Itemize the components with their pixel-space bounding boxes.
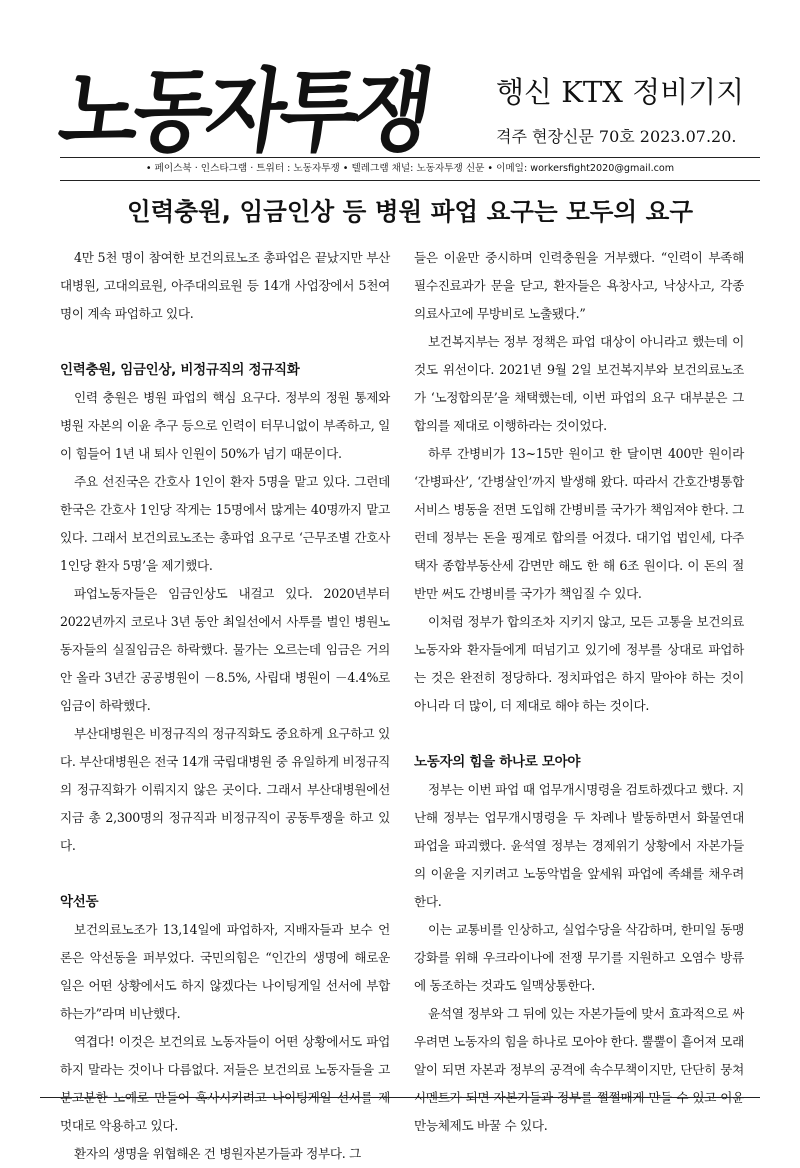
section-heading: 악선동 (60, 894, 99, 910)
contact-bar: • 페이스북 · 인스타그램 · 트위터 : 노동자투쟁 • 텔레그램 채널: 노동자투쟁 신문 • 이메일: workersfight2020@gmail.com (60, 157, 760, 181)
body-paragraph: 보건복지부는 정부 정책은 파업 대상이 아니라고 했는데 이것도 위선이다. 2021년 9월 2일 보건복지부와 보건의료노조가 ‘노정합의문’을 채택했는데, 이번 파업의 요구 대부분은 그 합의를 제대로 이행하라는 것이었다. (414, 334, 744, 433)
body-paragraph: 보건의료노조가 13,14일에 파업하자, 지배자들과 보수 언론은 악선동을 퍼부었다. 국민의힘은 “인간의 생명에 해로운 일은 어떤 상황에서도 하지 않겠다는 나이팅게일 선서에 부합하는가”라며 비난했다. (60, 922, 390, 1021)
newspaper-logo: 노동자투쟁 (53, 60, 434, 165)
section-heading: 인력충원, 임금인상, 비정규직의 정규직화 (60, 362, 300, 378)
body-paragraph: 이처럼 정부가 합의조차 지키지 않고, 모든 고통을 보건의료노동자와 환자들에게 떠넘기고 있기에 정부를 상대로 파업하는 것은 완전히 정당하다. 정치파업은 하지 말아야 하는 것이 아니라 더 많이, 더 제대로 해야 하는 것이다. (414, 614, 744, 713)
right-column (414, 244, 744, 1133)
bottom-divider (40, 1097, 760, 1098)
body-paragraph: 인력 충원은 병원 파업의 핵심 요구다. 정부의 정원 통제와 병원 자본의 이윤 추구 등으로 인력이 터무니없이 부족하고, 일이 힘들어 1년 내 퇴사 인원이 50%가 넘기 때문이다. (60, 390, 390, 461)
section-heading: 노동자의 힘을 하나로 모아야 (414, 754, 581, 770)
body-paragraph: 정부는 이번 파업 때 업무개시명령을 검토하겠다고 했다. 지난해 정부는 업무개시명령을 두 차례나 발동하면서 화물연대 파업을 파괴했다. 윤석열 정부는 경제위기 상황에서 자본가들의 이윤을 지키려고 노동악법을 앞세워 파업에 족쇄를 채우려 한다. (414, 782, 744, 909)
left-column (60, 244, 390, 1161)
body-paragraph: 주요 선진국은 간호사 1인이 환자 5명을 맡고 있다. 그런데 한국은 간호사 1인당 작게는 15명에서 많게는 40명까지 맡고 있다. 그래서 보건의료노조는 총파업 요구로 ‘근무조별 간호사 1인당 환자 5명’을 제기했다. (60, 474, 390, 573)
body-paragraph: 부산대병원은 비정규직의 정규직화도 중요하게 요구하고 있다. 부산대병원은 전국 14개 국립대병원 중 유일하게 비정규직의 정규직화가 이뤄지지 않은 곳이다. 그래서 부산대병원에선 지금 총 2,300명의 정규직과 비정규직이 공동투쟁을 하고 있다. (60, 726, 390, 853)
body-paragraph: 이는 교통비를 인상하고, 실업수당을 삭감하며, 한미일 동맹 강화를 위해 우크라이나에 전쟁 무기를 지원하고 오염수 방류에 동조하는 것과도 일맥상통한다. (414, 922, 744, 993)
body-paragraph: 하루 간병비가 13~15만 원이고 한 달이면 400만 원이라 ‘간병파산’, ‘간병살인’까지 발생해 왔다. 따라서 간호간병통합서비스 병동을 전면 도입해 간병비를 국가가 책임져야 한다. 그런데 정부는 돈을 핑계로 합의를 어겼다. 대기업 법인세, 다주택자 종합부동산세 감면만 해도 한 해 6조 원이다. 이 돈의 절반만 써도 간병비를 국가가 책임질 수 있다. (414, 446, 744, 601)
masthead (53, 40, 760, 170)
body-paragraph: 파업노동자들은 임금인상도 내걸고 있다. 2020년부터 2022년까지 코로나 3년 동안 최일선에서 사투를 벌인 병원노동자들의 실질임금은 하락했다. 물가는 오르는데 임금은 거의 안 올라 3년간 공공병원이 －8.5%, 사립대 병원이 －4.4%로 임금이 하락했다. (60, 586, 390, 713)
spacer (414, 720, 744, 748)
issue-info: 격주 현장신문 70호 2023.07.20. (496, 127, 737, 146)
spacer (60, 328, 390, 356)
headline: 인력충원, 임금인상 등 병원 파업 요구는 모두의 요구 (126, 197, 694, 226)
location-title: 행신 KTX 정비기지 (496, 75, 745, 109)
body-paragraph: 들은 이윤만 중시하며 인력충원을 거부했다. “인력이 부족해 필수진료과가 문을 닫고, 환자들은 욕창사고, 낙상사고, 각종 의료사고에 무방비로 노출됐다.” (414, 250, 744, 321)
body-paragraph: 환자의 생명을 위협해온 건 병원자본가들과 정부다. 그 (74, 1146, 361, 1161)
intro-paragraph: 4만 5천 명이 참여한 보건의료노조 총파업은 끝났지만 부산대병원, 고대의료원, 아주대의료원 등 14개 사업장에서 5천여 명이 계속 파업하고 있다. (60, 250, 390, 321)
body-paragraph: 역겹다! 이것은 보건의료 노동자들이 어떤 상황에서도 파업하지 말라는 것이나 다름없다. 저들은 보건의료 노동자들을 고분고분한 노예로 만들어 혹사시키려고 나이팅게일 선서를 제멋대로 악용하고 있다. (60, 1034, 390, 1133)
spacer (60, 860, 390, 888)
body-paragraph: 윤석열 정부와 그 뒤에 있는 자본가들에 맞서 효과적으로 싸우려면 노동자의 힘을 하나로 모아야 한다. 뿔뿔이 흩어져 모래알이 되면 자본과 정부의 공격에 속수무책이지만, 단단히 뭉쳐 시멘트가 되면 자본가들과 정부를 쩔쩔매게 만들 수 있고 이윤만능체제도 바꿀 수 있다. (414, 1006, 744, 1133)
